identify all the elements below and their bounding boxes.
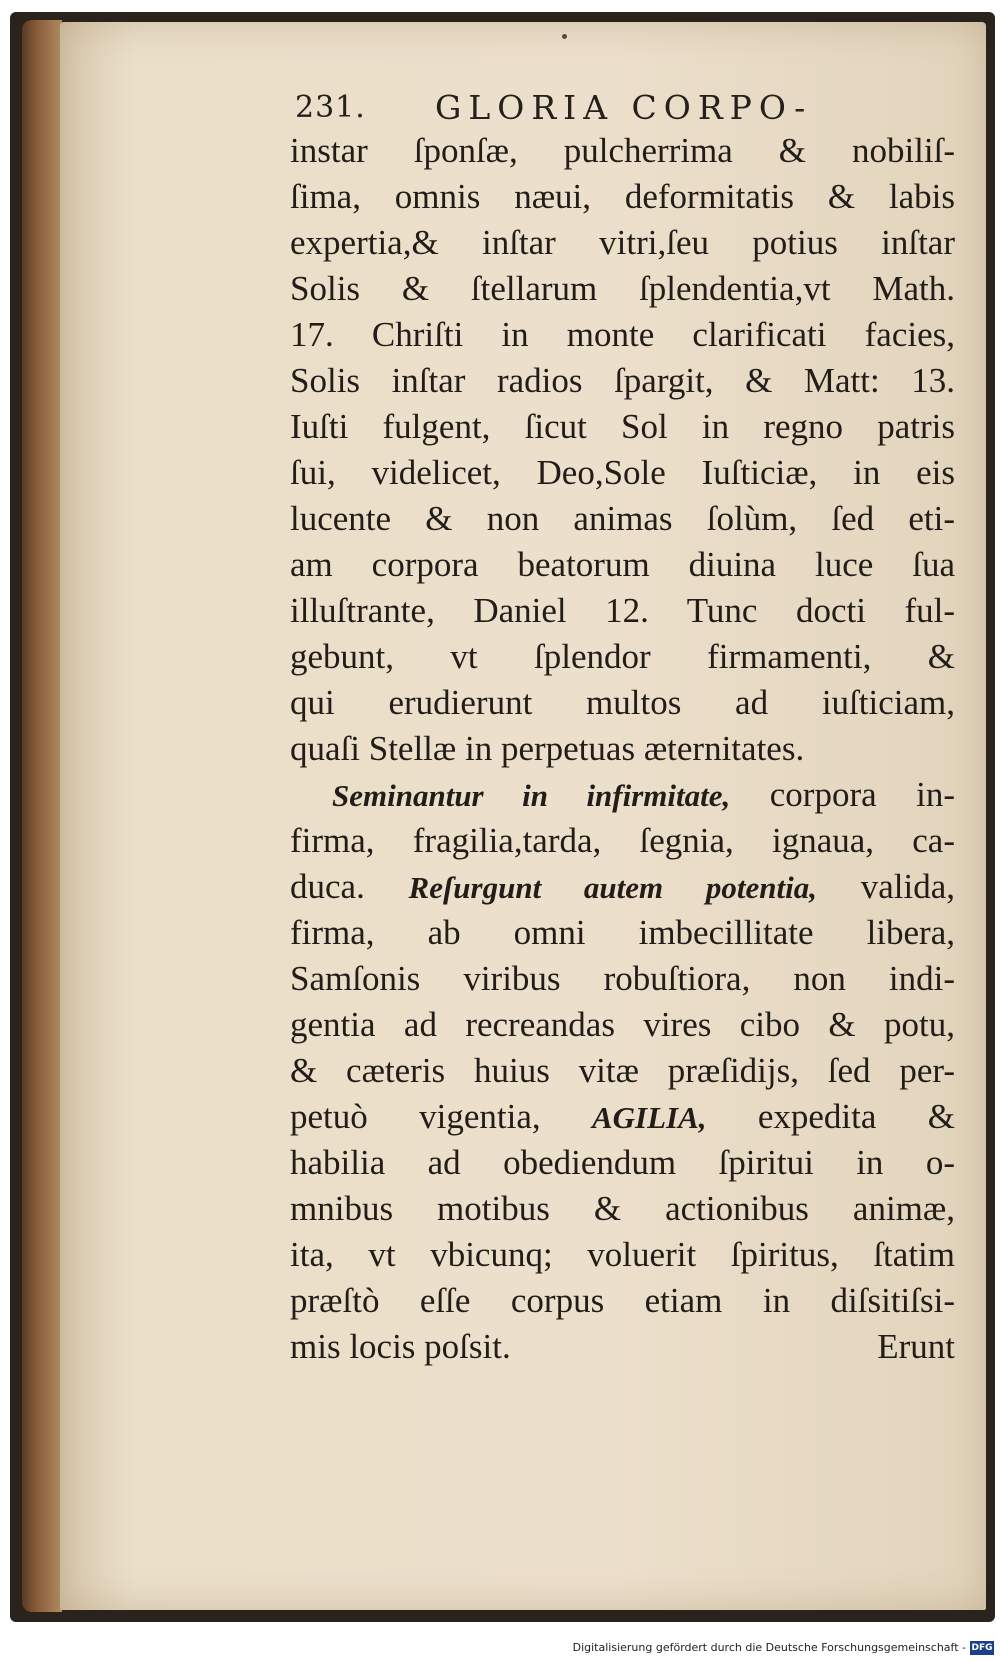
text-line: Iuſti fulgent, ſicut Sol in regno patris (290, 407, 955, 446)
text-span: duca. (290, 867, 409, 906)
italic-phrase: AGILIA, (591, 1100, 707, 1135)
page-number: 231. (295, 90, 366, 125)
text-line: instar ſponſæ, pulcherrima & nobiliſ- (290, 131, 955, 170)
text-line: Samſonis viribus robuſtiora, non indi- (290, 959, 955, 998)
text-span: mis locis poſsit. (290, 1327, 511, 1366)
ink-spot (562, 34, 567, 39)
text-line: am corpora beatorum diuina luce ſua (290, 545, 955, 584)
page-edge (22, 20, 62, 1612)
running-head: GLORIA CORPO- (435, 88, 813, 127)
text-line: quaſi Stellæ in perpetuas æternitates. (290, 729, 805, 768)
text-span: valida, (816, 867, 955, 906)
text-line: ſima, omnis næui, deformitatis & labis (290, 177, 955, 216)
text-line: Solis & ſtellarum ſplendentia,vt Math. (290, 269, 955, 308)
paragraph-first-line (290, 772, 955, 818)
text-span: corpora in- (730, 775, 955, 814)
text-line: gebunt, vt ſplendor firmamenti, & (290, 637, 955, 676)
text-line: præſtò eſſe corpus etiam in diſsitiſsi- (290, 1281, 955, 1320)
text-span: petuò vigentia, (290, 1097, 592, 1136)
text-line (290, 864, 955, 910)
last-line-row (290, 1324, 955, 1370)
text-line: qui erudierunt multos ad iuſticiam, (290, 683, 955, 722)
text-line: gentia ad recreandas vires cibo & potu, (290, 1005, 955, 1044)
text-line: illuſtrante, Daniel 12. Tunc docti ful- (290, 591, 955, 630)
text-line: mnibus motibus & actionibus animæ, (290, 1189, 955, 1228)
text-line: habilia ad obediendum ſpiritui in o- (290, 1143, 955, 1182)
italic-phrase: Seminantur in infirmitate, (332, 778, 731, 813)
body-text (290, 128, 955, 1370)
text-line: firma, ab omni imbecillitate libera, (290, 913, 955, 952)
catchword: Erunt (877, 1327, 955, 1366)
text-line: lucente & non animas ſolùm, ſed eti- (290, 499, 955, 538)
text-line: ſui, videlicet, Deo,Sole Iuſticiæ, in eis (290, 453, 955, 492)
text-line: 17. Chriſti in monte clarificati facies, (290, 315, 955, 354)
text-line (290, 1094, 955, 1140)
page-header (295, 82, 813, 130)
text-line: firma, fragilia,tarda, ſegnia, ignaua, ca- (290, 821, 955, 860)
text-line: & cæteris huius vitæ præſidijs, ſed per- (290, 1051, 955, 1090)
italic-phrase: Reſurgunt autem potentia, (408, 870, 817, 905)
dfg-logo: DFG (971, 1643, 993, 1653)
funding-credit: Digitalisierung gefördert durch die Deutsche Forschungsgemeinschaft - (572, 1641, 966, 1654)
footer-bar (0, 1638, 1000, 1661)
text-line: ita, vt vbicunq; voluerit ſpiritus, ſtatim (290, 1235, 955, 1274)
text-line: expertia,& inſtar vitri,ſeu potius inſtar (290, 223, 955, 262)
text-line: Solis inſtar radios ſpargit, & Matt: 13. (290, 361, 955, 400)
text-span: expedita & (706, 1097, 955, 1136)
